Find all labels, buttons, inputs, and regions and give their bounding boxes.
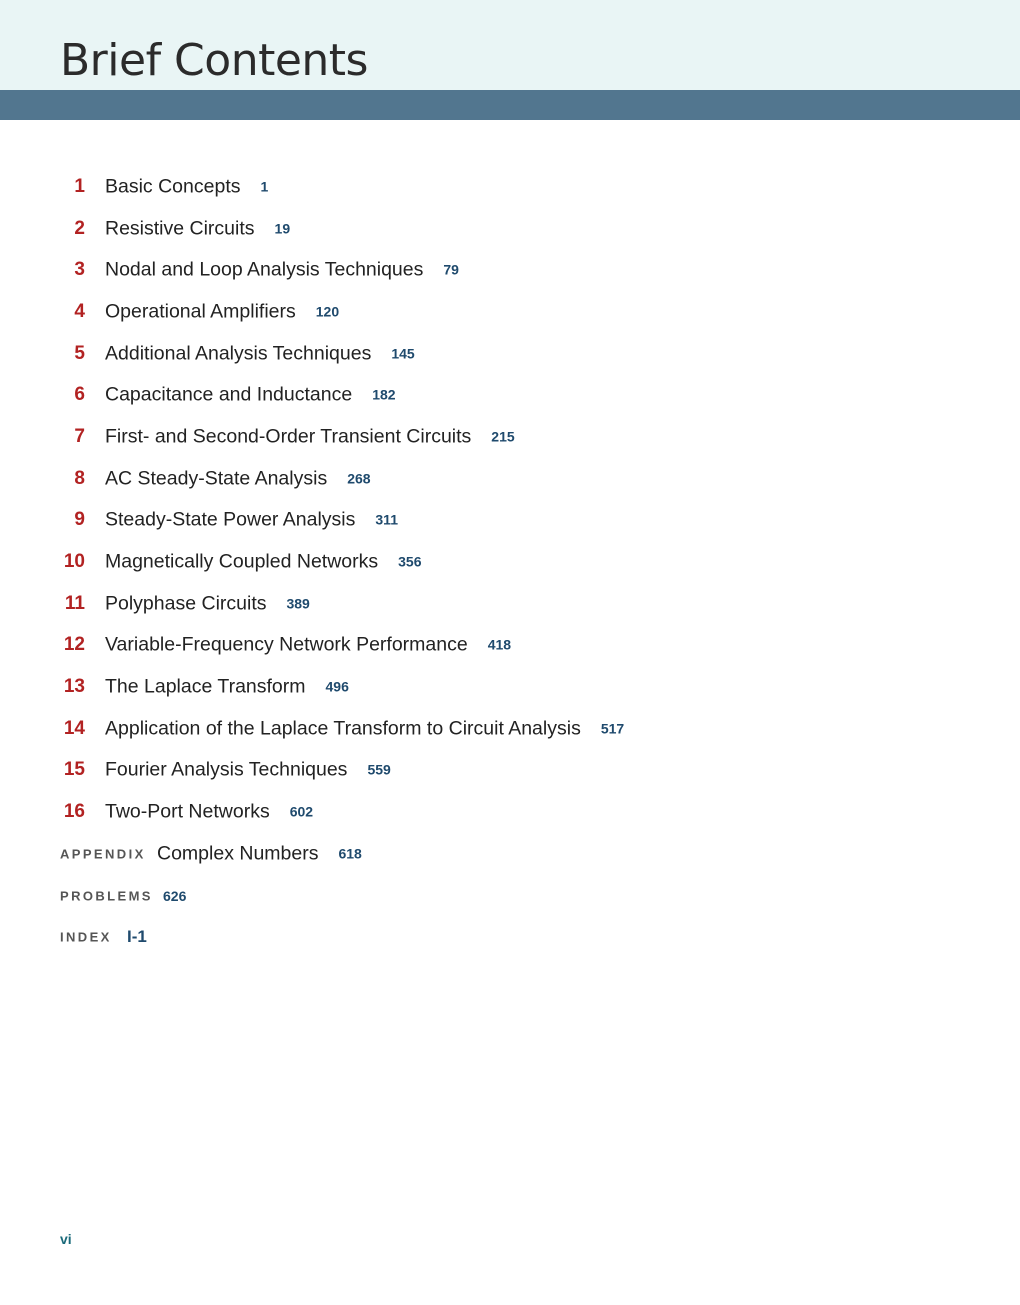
chapter-page-number: 311 bbox=[375, 511, 398, 528]
toc-entry-chapter-13[interactable] bbox=[0, 666, 1020, 708]
chapter-title-wrap bbox=[105, 300, 339, 323]
problems-page-number: 626 bbox=[163, 887, 187, 904]
chapter-title-wrap bbox=[105, 467, 371, 490]
chapter-title: Operational Amplifiers bbox=[105, 300, 296, 323]
chapter-title: Two-Port Networks bbox=[105, 800, 270, 823]
chapter-page-number: 389 bbox=[286, 595, 310, 612]
toc-entry-chapter-12[interactable] bbox=[0, 625, 1020, 667]
chapter-title: Steady-State Power Analysis bbox=[105, 508, 356, 531]
toc-entry-chapter-11[interactable] bbox=[0, 583, 1020, 625]
toc-entry-chapter-9[interactable] bbox=[0, 500, 1020, 542]
toc-entry-chapter-15[interactable] bbox=[0, 750, 1020, 792]
header-bar bbox=[0, 90, 1020, 120]
page-title: Brief Contents bbox=[60, 35, 368, 86]
toc-entry-chapter-6[interactable] bbox=[0, 374, 1020, 416]
chapter-page-number: 215 bbox=[491, 428, 515, 445]
chapter-title: Magnetically Coupled Networks bbox=[105, 550, 379, 573]
chapter-title-wrap bbox=[105, 259, 459, 282]
chapter-number: 1 bbox=[74, 175, 85, 197]
chapter-number: 2 bbox=[74, 217, 85, 239]
chapter-title-wrap bbox=[105, 342, 415, 365]
chapter-number: 10 bbox=[63, 551, 85, 573]
toc-entry-appendix[interactable] bbox=[0, 833, 1020, 875]
toc-entry-chapter-14[interactable] bbox=[0, 708, 1020, 750]
chapter-title: Application of the Laplace Transform to Circuit Analysis bbox=[105, 717, 581, 740]
toc-entry-chapter-16[interactable] bbox=[0, 791, 1020, 833]
appendix-page-number: 618 bbox=[338, 845, 362, 862]
chapter-title-wrap bbox=[105, 509, 398, 532]
chapter-title-wrap bbox=[105, 425, 515, 448]
chapter-page-number: 268 bbox=[347, 470, 371, 487]
chapter-page-number: 145 bbox=[391, 345, 415, 362]
chapter-number: 9 bbox=[74, 509, 85, 531]
chapter-title: Nodal and Loop Analysis Techniques bbox=[105, 258, 424, 281]
chapter-number: 6 bbox=[74, 384, 85, 406]
chapter-page-number: 517 bbox=[600, 720, 625, 737]
chapter-page-number: 19 bbox=[274, 220, 291, 237]
chapter-page-number: 559 bbox=[367, 761, 391, 778]
chapter-number: 15 bbox=[63, 759, 85, 781]
table-of-contents bbox=[0, 166, 1020, 958]
toc-entry-chapter-8[interactable] bbox=[0, 458, 1020, 500]
index-label: INDEX bbox=[60, 929, 112, 945]
chapter-number: 16 bbox=[63, 801, 85, 823]
chapter-title-wrap bbox=[105, 175, 268, 198]
chapter-title: First- and Second-Order Transient Circuits bbox=[105, 425, 472, 448]
toc-entry-chapter-1[interactable] bbox=[0, 166, 1020, 208]
page-folio: vi bbox=[60, 1231, 72, 1247]
chapter-number: 5 bbox=[74, 342, 85, 364]
chapter-title-wrap bbox=[105, 634, 511, 657]
chapter-title: AC Steady-State Analysis bbox=[105, 467, 328, 490]
chapter-number: 11 bbox=[64, 592, 85, 614]
chapter-page-number: 496 bbox=[325, 678, 349, 695]
chapter-title-wrap bbox=[105, 217, 290, 240]
chapter-title-wrap bbox=[105, 801, 313, 824]
index-page-number: I-1 bbox=[127, 927, 147, 947]
problems-label: PROBLEMS bbox=[60, 888, 153, 904]
chapter-title: Basic Concepts bbox=[105, 175, 241, 198]
chapter-title-wrap bbox=[105, 717, 624, 740]
chapter-number: 12 bbox=[63, 634, 85, 656]
appendix-title-wrap bbox=[157, 842, 362, 865]
chapter-title: Capacitance and Inductance bbox=[105, 383, 353, 406]
appendix-label: APPENDIX bbox=[60, 846, 146, 862]
chapter-number: 3 bbox=[74, 259, 85, 281]
toc-entry-chapter-7[interactable] bbox=[0, 416, 1020, 458]
chapter-title: Variable-Frequency Network Performance bbox=[105, 633, 468, 656]
chapter-title: Additional Analysis Techniques bbox=[105, 342, 372, 365]
toc-entry-chapter-2[interactable] bbox=[0, 208, 1020, 250]
chapter-page-number: 79 bbox=[443, 261, 459, 278]
chapter-page-number: 1 bbox=[260, 178, 269, 195]
chapter-title-wrap bbox=[105, 592, 310, 615]
toc-entry-chapter-5[interactable] bbox=[0, 333, 1020, 375]
chapter-page-number: 120 bbox=[315, 303, 340, 320]
chapter-page-number: 182 bbox=[372, 386, 396, 403]
toc-entry-chapter-3[interactable] bbox=[0, 249, 1020, 291]
chapter-title-wrap bbox=[105, 759, 391, 782]
toc-entry-problems[interactable] bbox=[0, 875, 1020, 917]
chapter-title: The Laplace Transform bbox=[105, 675, 306, 698]
header-band bbox=[0, 0, 1020, 90]
toc-entry-chapter-10[interactable] bbox=[0, 541, 1020, 583]
chapter-page-number: 602 bbox=[289, 803, 314, 820]
chapter-title-wrap bbox=[105, 384, 396, 407]
appendix-title: Complex Numbers bbox=[157, 842, 319, 865]
toc-entry-index[interactable] bbox=[0, 916, 1020, 958]
chapter-number: 8 bbox=[74, 467, 85, 489]
chapter-title: Resistive Circuits bbox=[105, 217, 255, 240]
toc-entry-chapter-4[interactable] bbox=[0, 291, 1020, 333]
chapter-title: Polyphase Circuits bbox=[105, 592, 267, 615]
chapter-title-wrap bbox=[105, 551, 421, 574]
chapter-page-number: 356 bbox=[398, 553, 422, 570]
chapter-page-number: 418 bbox=[487, 636, 512, 653]
chapter-number: 4 bbox=[74, 300, 85, 322]
chapter-number: 7 bbox=[74, 425, 85, 447]
chapter-number: 14 bbox=[63, 717, 85, 739]
chapter-title-wrap bbox=[105, 676, 349, 699]
chapter-title: Fourier Analysis Techniques bbox=[105, 758, 348, 781]
chapter-number: 13 bbox=[63, 676, 85, 698]
